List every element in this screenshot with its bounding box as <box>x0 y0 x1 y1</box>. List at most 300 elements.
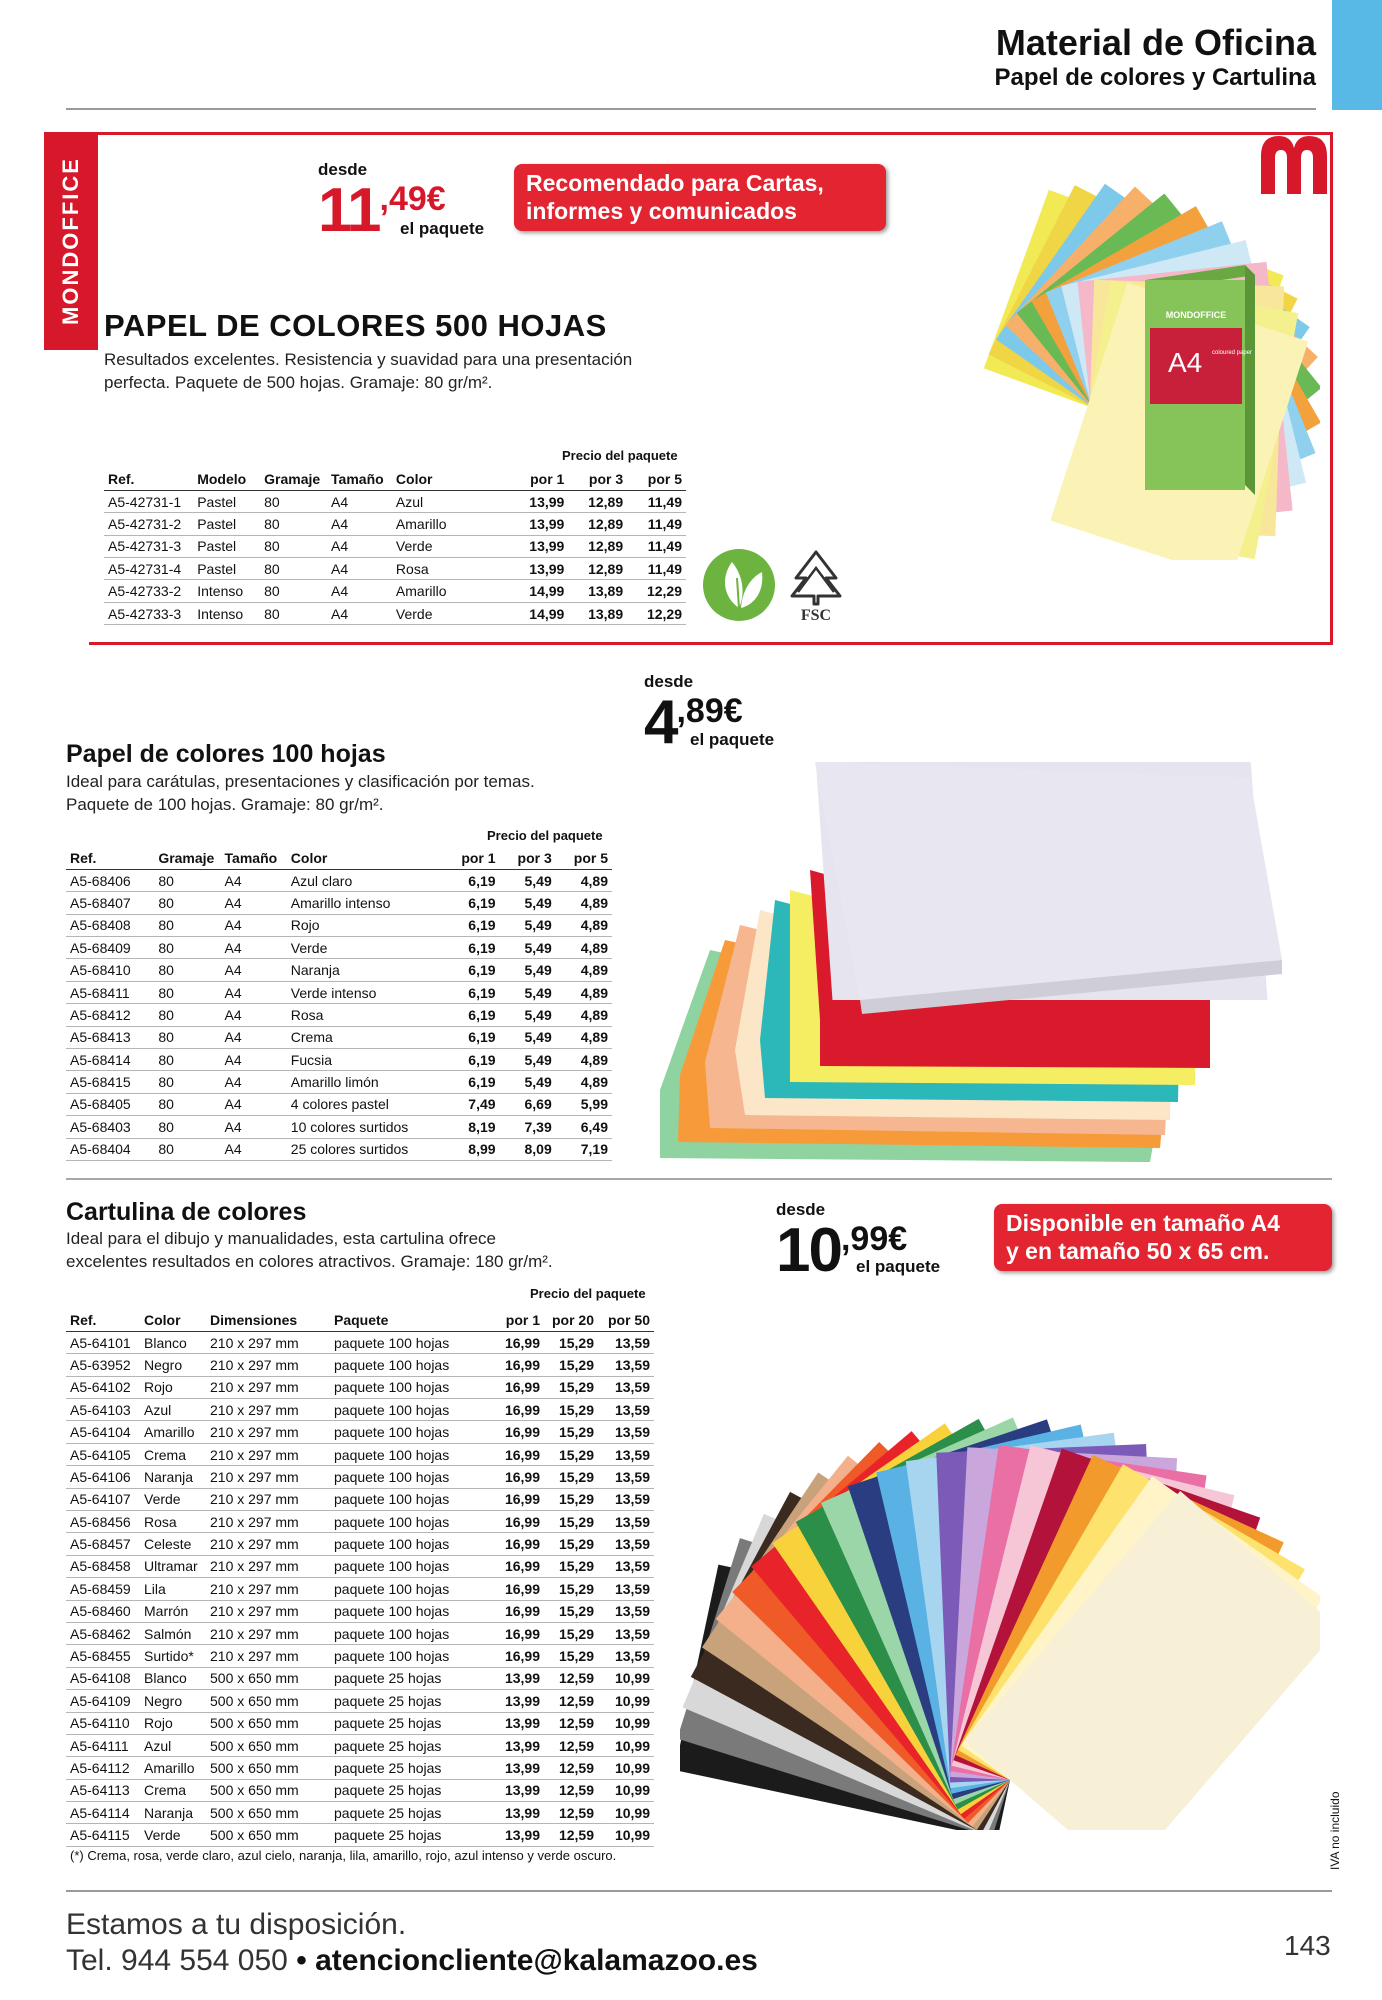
table-cell: Crema <box>140 1779 206 1801</box>
table-cell: 5,49 <box>500 1071 556 1093</box>
section1-desc-line1: Resultados excelentes. Resistencia y suavidad para una presentación <box>104 350 633 369</box>
table-cell: 15,29 <box>544 1354 598 1376</box>
table-cell: 13,89 <box>568 580 627 602</box>
table-cell: 4,89 <box>556 1004 612 1026</box>
table-cell: Ultramar <box>140 1555 206 1577</box>
column-header: por 1 <box>441 847 499 869</box>
table-cell: A5-42731-2 <box>104 513 193 535</box>
table-cell: 10,99 <box>598 1690 654 1712</box>
table-cell: 80 <box>260 513 327 535</box>
stack-top-sheet <box>815 762 1282 1000</box>
footer-divider <box>66 1890 1332 1892</box>
table-cell: 11,49 <box>627 513 686 535</box>
table-cell: A5-68414 <box>66 1049 154 1071</box>
table-row <box>66 1555 654 1577</box>
table-row <box>104 558 686 580</box>
brand-vertical-tab <box>44 132 98 350</box>
table-cell: 13,99 <box>488 1802 544 1824</box>
table-cell: A4 <box>221 869 287 891</box>
table-cell: Pastel <box>193 558 260 580</box>
table-cell: 80 <box>154 1004 220 1026</box>
table-cell: A5-68409 <box>66 937 154 959</box>
table-cell: paquete 100 hojas <box>330 1376 488 1398</box>
table-cell: 4,89 <box>556 914 612 936</box>
table-cell: paquete 100 hojas <box>330 1488 488 1510</box>
table-cell: 15,29 <box>544 1533 598 1555</box>
table-cell: Rojo <box>140 1376 206 1398</box>
table-cell: Celeste <box>140 1533 206 1555</box>
table-cell: 12,89 <box>568 535 627 557</box>
section3-description <box>66 1228 626 1274</box>
column-header: Tamaño <box>327 468 392 490</box>
box-size: A4 <box>1168 347 1203 378</box>
table-cell: A5-64104 <box>66 1421 140 1443</box>
table-cell: 15,29 <box>544 1488 598 1510</box>
column-header: Modelo <box>193 468 260 490</box>
section3-badge-line2: y en tamaño 50 x 65 cm. <box>1006 1237 1270 1264</box>
column-header: Gramaje <box>154 847 220 869</box>
table-cell: A5-64106 <box>66 1466 140 1488</box>
table-cell: Marrón <box>140 1600 206 1622</box>
table-cell: Crema <box>140 1443 206 1465</box>
table-cell: 13,59 <box>598 1578 654 1600</box>
table-cell: Rosa <box>140 1511 206 1533</box>
table-cell: 10,99 <box>598 1779 654 1801</box>
section2-desc-line1: Ideal para carátulas, presentaciones y clasificación por temas. <box>66 772 535 791</box>
table-cell: 12,59 <box>544 1757 598 1779</box>
table-cell: 80 <box>260 535 327 557</box>
table-cell: 13,59 <box>598 1600 654 1622</box>
section1-per-package: el paquete <box>400 219 485 238</box>
table-cell: paquete 25 hojas <box>330 1712 488 1734</box>
footer-email[interactable]: atencioncliente@kalamazoo.es <box>315 1944 758 1977</box>
table-cell: 80 <box>154 1116 220 1138</box>
table-row <box>66 1093 612 1115</box>
table-cell: Azul <box>140 1399 206 1421</box>
table-row <box>66 1645 654 1667</box>
table-cell: 210 x 297 mm <box>206 1578 330 1600</box>
table-cell: paquete 25 hojas <box>330 1757 488 1779</box>
table-cell: 500 x 650 mm <box>206 1802 330 1824</box>
table-cell: 10,99 <box>598 1757 654 1779</box>
table-cell: 210 x 297 mm <box>206 1645 330 1667</box>
table-cell: 12,29 <box>627 602 686 624</box>
table-cell: A4 <box>327 558 392 580</box>
table-cell: 5,49 <box>500 914 556 936</box>
table-cell: 6,19 <box>441 892 499 914</box>
table-row <box>66 937 612 959</box>
table-row <box>104 490 686 512</box>
table-cell: 16,99 <box>488 1645 544 1667</box>
table-cell: 12,59 <box>544 1824 598 1846</box>
table-cell: 80 <box>260 558 327 580</box>
table-cell: 6,19 <box>441 981 499 1003</box>
table-cell: 210 x 297 mm <box>206 1354 330 1376</box>
table-cell: A5-64102 <box>66 1376 140 1398</box>
table-row <box>66 1004 612 1026</box>
table-cell: 6,19 <box>441 937 499 959</box>
table-cell: Pastel <box>193 535 260 557</box>
table-cell: A5-64113 <box>66 1779 140 1801</box>
table-cell: 16,99 <box>488 1421 544 1443</box>
table-cell: Crema <box>287 1026 442 1048</box>
table-cell: 13,99 <box>505 535 568 557</box>
table-cell: Intenso <box>193 602 260 624</box>
table-cell: 16,99 <box>488 1443 544 1465</box>
table-cell: 4,89 <box>556 1049 612 1071</box>
table-cell: 80 <box>260 490 327 512</box>
table-cell: 13,99 <box>488 1690 544 1712</box>
page-subtitle: Papel de colores y Cartulina <box>994 64 1316 91</box>
table-cell: 6,19 <box>441 1026 499 1048</box>
table-cell: 15,29 <box>544 1511 598 1533</box>
table-cell: 13,99 <box>505 558 568 580</box>
table-row <box>66 1071 612 1093</box>
footer-contact <box>66 1944 758 1978</box>
table-cell: 16,99 <box>488 1600 544 1622</box>
table-cell: Amarillo <box>140 1421 206 1443</box>
table-cell: 4 colores pastel <box>287 1093 442 1115</box>
section3-price-dec: ,99€ <box>840 1220 908 1258</box>
table-cell: 13,99 <box>488 1667 544 1689</box>
section3-desde: desde <box>776 1200 826 1219</box>
column-header: Color <box>140 1309 206 1331</box>
table-cell: A5-42731-3 <box>104 535 193 557</box>
table-cell: 15,29 <box>544 1555 598 1577</box>
table-cell: A5-68403 <box>66 1116 154 1138</box>
table-row <box>104 535 686 557</box>
table-row <box>66 1779 654 1801</box>
table-cell: 8,09 <box>500 1138 556 1160</box>
table-row <box>66 1376 654 1398</box>
table-cell: Naranja <box>140 1466 206 1488</box>
table-cell: Amarillo <box>392 580 506 602</box>
table-cell: Intenso <box>193 580 260 602</box>
table-cell: A5-64101 <box>66 1331 140 1353</box>
table-cell: 16,99 <box>488 1399 544 1421</box>
table-cell: 5,49 <box>500 981 556 1003</box>
table-cell: 210 x 297 mm <box>206 1376 330 1398</box>
table-cell: 15,29 <box>544 1466 598 1488</box>
table-cell: A5-68457 <box>66 1533 140 1555</box>
table-row <box>104 513 686 535</box>
table-row <box>66 1116 612 1138</box>
column-header: Color <box>287 847 442 869</box>
table-cell: 15,29 <box>544 1376 598 1398</box>
table-cell: 80 <box>154 1093 220 1115</box>
table-cell: Rojo <box>287 914 442 936</box>
section1-badge-line2: informes y comunicados <box>526 197 797 224</box>
table-cell: Azul claro <box>287 869 442 891</box>
column-header: por 1 <box>488 1309 544 1331</box>
column-header: por 20 <box>544 1309 598 1331</box>
table-cell: 5,49 <box>500 937 556 959</box>
table-cell: Azul <box>392 490 506 512</box>
table-cell: 500 x 650 mm <box>206 1779 330 1801</box>
table-cell: 13,59 <box>598 1533 654 1555</box>
table-cell: 7,39 <box>500 1116 556 1138</box>
table-cell: 16,99 <box>488 1555 544 1577</box>
table-cell: Verde <box>392 535 506 557</box>
table-cell: 13,59 <box>598 1421 654 1443</box>
table-row <box>66 892 612 914</box>
table-cell: 13,59 <box>598 1399 654 1421</box>
table-cell: 13,59 <box>598 1511 654 1533</box>
table-row <box>66 1757 654 1779</box>
table-cell: 5,49 <box>500 1004 556 1026</box>
table-cell: Blanco <box>140 1667 206 1689</box>
column-header: por 5 <box>627 468 686 490</box>
table-cell: 13,99 <box>488 1824 544 1846</box>
table-cell: Verde <box>140 1824 206 1846</box>
table-cell: 500 x 650 mm <box>206 1667 330 1689</box>
table-cell: 10,99 <box>598 1734 654 1756</box>
table-cell: Verde intenso <box>287 981 442 1003</box>
section2-price-dec: ,89€ <box>676 692 743 730</box>
table-cell: 13,59 <box>598 1443 654 1465</box>
table-row <box>66 1622 654 1644</box>
table-row <box>66 1026 612 1048</box>
table-cell: 25 colores surtidos <box>287 1138 442 1160</box>
section2-price-int: 4 <box>644 688 677 757</box>
table-cell: 12,59 <box>544 1802 598 1824</box>
table-cell: 12,89 <box>568 558 627 580</box>
section1-badge-line1: Recomendado para Cartas, <box>526 170 824 196</box>
brand-vertical-label: MONDOFFICE <box>58 157 83 325</box>
table-cell: A4 <box>221 1138 287 1160</box>
table-cell: 15,29 <box>544 1578 598 1600</box>
table-cell: 5,49 <box>500 1026 556 1048</box>
table-row <box>66 981 612 1003</box>
table-cell: paquete 100 hojas <box>330 1399 488 1421</box>
table-cell: 80 <box>154 1049 220 1071</box>
table-cell: 13,59 <box>598 1331 654 1353</box>
table-cell: 6,19 <box>441 869 499 891</box>
table-cell: 13,59 <box>598 1376 654 1398</box>
table-cell: 500 x 650 mm <box>206 1824 330 1846</box>
table-cell: 210 x 297 mm <box>206 1488 330 1510</box>
section2-desc-line2: Paquete de 100 hojas. Gramaje: 80 gr/m². <box>66 794 384 814</box>
table-cell: paquete 25 hojas <box>330 1667 488 1689</box>
table-cell: 6,69 <box>500 1093 556 1115</box>
table-cell: Fucsia <box>287 1049 442 1071</box>
table-cell: A5-68411 <box>66 981 154 1003</box>
table-cell: paquete 100 hojas <box>330 1466 488 1488</box>
header-color-tab <box>1332 0 1382 110</box>
fsc-label: FSC <box>800 607 832 624</box>
table-cell: Negro <box>140 1690 206 1712</box>
table-cell: 13,59 <box>598 1354 654 1376</box>
section1-description <box>104 349 704 395</box>
table-cell: 210 x 297 mm <box>206 1421 330 1443</box>
section3-title: Cartulina de colores <box>66 1198 307 1226</box>
table-cell: 15,29 <box>544 1645 598 1667</box>
table-cell: A4 <box>221 1093 287 1115</box>
section3-per-package: el paquete <box>856 1257 941 1276</box>
table-cell: 11,49 <box>627 558 686 580</box>
table-cell: paquete 100 hojas <box>330 1533 488 1555</box>
table-cell: Pastel <box>193 513 260 535</box>
footer-line1: Estamos a tu disposición. <box>66 1908 407 1941</box>
table-row <box>66 1712 654 1734</box>
table-cell: 12,89 <box>568 513 627 535</box>
table-cell: A5-68460 <box>66 1600 140 1622</box>
table-row <box>66 1443 654 1465</box>
table-cell: 11,49 <box>627 535 686 557</box>
box-text: coloured paper <box>1212 350 1253 356</box>
table-cell: 16,99 <box>488 1354 544 1376</box>
table-cell: A5-68412 <box>66 1004 154 1026</box>
table-cell: 13,99 <box>488 1734 544 1756</box>
table-row <box>66 1138 612 1160</box>
table-cell: 7,19 <box>556 1138 612 1160</box>
table-row <box>66 959 612 981</box>
table-cell: 13,99 <box>505 513 568 535</box>
column-header: por 3 <box>568 468 627 490</box>
table-cell: 15,29 <box>544 1443 598 1465</box>
table-cell: 5,49 <box>500 1049 556 1071</box>
section2-description <box>66 771 626 817</box>
table-row <box>104 580 686 602</box>
table-cell: A5-68404 <box>66 1138 154 1160</box>
table-cell: Blanco <box>140 1331 206 1353</box>
table-cell: 80 <box>154 937 220 959</box>
table-cell: 210 x 297 mm <box>206 1443 330 1465</box>
table-cell: 80 <box>154 1138 220 1160</box>
section2-price-table <box>66 847 612 1161</box>
table-cell: 5,99 <box>556 1093 612 1115</box>
box-brand: MONDOFFICE <box>1165 310 1227 320</box>
table-cell: 12,59 <box>544 1667 598 1689</box>
table-cell: 14,99 <box>505 580 568 602</box>
table-cell: 11,49 <box>627 490 686 512</box>
table-cell: A5-64112 <box>66 1757 140 1779</box>
table-row <box>66 1667 654 1689</box>
table-cell: 5,49 <box>500 959 556 981</box>
table-cell: Amarillo <box>140 1757 206 1779</box>
section3-price-group-label: Precio del paquete <box>530 1286 646 1301</box>
table-cell: paquete 100 hojas <box>330 1578 488 1600</box>
table-cell: 80 <box>260 602 327 624</box>
table-row <box>66 1331 654 1353</box>
table-cell: Amarillo intenso <box>287 892 442 914</box>
table-cell: 16,99 <box>488 1331 544 1353</box>
table-cell: 15,29 <box>544 1399 598 1421</box>
table-cell: 15,29 <box>544 1622 598 1644</box>
table-cell: 13,59 <box>598 1645 654 1667</box>
section2-desde: desde <box>644 672 694 691</box>
table-cell: 15,29 <box>544 1421 598 1443</box>
table-cell: paquete 100 hojas <box>330 1622 488 1644</box>
table-cell: paquete 25 hojas <box>330 1690 488 1712</box>
table-cell: 16,99 <box>488 1376 544 1398</box>
table-row <box>66 869 612 891</box>
table-cell: A5-64110 <box>66 1712 140 1734</box>
table-cell: paquete 100 hojas <box>330 1354 488 1376</box>
table-cell: 4,89 <box>556 869 612 891</box>
fsc-tree-icon <box>784 548 848 624</box>
table-header-row <box>66 1309 654 1331</box>
table-cell: 12,59 <box>544 1712 598 1734</box>
table-cell: A5-64107 <box>66 1488 140 1510</box>
table-cell: 16,99 <box>488 1466 544 1488</box>
column-header: Color <box>392 468 506 490</box>
table-cell: 80 <box>154 892 220 914</box>
table-cell: 10,99 <box>598 1712 654 1734</box>
table-row <box>66 1511 654 1533</box>
column-header: Dimensiones <box>206 1309 330 1331</box>
table-cell: 80 <box>260 580 327 602</box>
table-cell: Pastel <box>193 490 260 512</box>
footer-phone: Tel. 944 554 050 <box>66 1944 288 1977</box>
table-cell: 210 x 297 mm <box>206 1399 330 1421</box>
section1-price-int: 11 <box>318 176 380 245</box>
table-cell: A5-68408 <box>66 914 154 936</box>
table-row <box>66 1690 654 1712</box>
section2-title: Papel de colores 100 hojas <box>66 740 386 768</box>
table-cell: 10,99 <box>598 1667 654 1689</box>
table-cell: 10,99 <box>598 1824 654 1846</box>
table-cell: A5-68462 <box>66 1622 140 1644</box>
table-cell: 6,19 <box>441 1004 499 1026</box>
table-cell: 13,99 <box>488 1712 544 1734</box>
table-row <box>66 914 612 936</box>
table-cell: paquete 25 hojas <box>330 1802 488 1824</box>
table-cell: A5-64108 <box>66 1667 140 1689</box>
section-divider <box>66 1178 1332 1180</box>
table-cell: A5-68456 <box>66 1511 140 1533</box>
table-cell: 4,89 <box>556 1071 612 1093</box>
column-header: Gramaje <box>260 468 327 490</box>
table-cell: 80 <box>154 959 220 981</box>
table-cell: A5-68455 <box>66 1645 140 1667</box>
table-cell: paquete 25 hojas <box>330 1734 488 1756</box>
table-cell: Verde <box>392 602 506 624</box>
table-cell: 12,59 <box>544 1690 598 1712</box>
column-header: por 3 <box>500 847 556 869</box>
column-header: por 1 <box>505 468 568 490</box>
table-cell: 5,49 <box>500 869 556 891</box>
table-cell: 6,19 <box>441 914 499 936</box>
table-cell: 8,99 <box>441 1138 499 1160</box>
table-cell: A4 <box>327 513 392 535</box>
eco-leaf-icon <box>702 548 776 622</box>
table-cell: paquete 100 hojas <box>330 1600 488 1622</box>
section1-badge <box>514 164 886 231</box>
table-cell: A4 <box>221 1049 287 1071</box>
table-cell: 4,89 <box>556 1026 612 1048</box>
table-cell: A5-42733-2 <box>104 580 193 602</box>
section1-price-table <box>104 468 686 625</box>
section1-desc-line2: perfecta. Paquete de 500 hojas. Gramaje: 80 gr/m². <box>104 372 493 392</box>
table-cell: 500 x 650 mm <box>206 1734 330 1756</box>
table-cell: 12,59 <box>544 1779 598 1801</box>
section3-badge <box>994 1204 1332 1271</box>
table-cell: 16,99 <box>488 1533 544 1555</box>
table-cell: 10,99 <box>598 1802 654 1824</box>
table-cell: 80 <box>154 1071 220 1093</box>
table-cell: A5-68407 <box>66 892 154 914</box>
table-cell: 4,89 <box>556 981 612 1003</box>
table-header-row <box>104 468 686 490</box>
column-header: Ref. <box>104 468 193 490</box>
table-cell: 4,89 <box>556 937 612 959</box>
table-cell: A5-63952 <box>66 1354 140 1376</box>
table-cell: Lila <box>140 1578 206 1600</box>
table-cell: Naranja <box>140 1802 206 1824</box>
page-number: 143 <box>1284 1930 1331 1961</box>
table-cell: 210 x 297 mm <box>206 1622 330 1644</box>
